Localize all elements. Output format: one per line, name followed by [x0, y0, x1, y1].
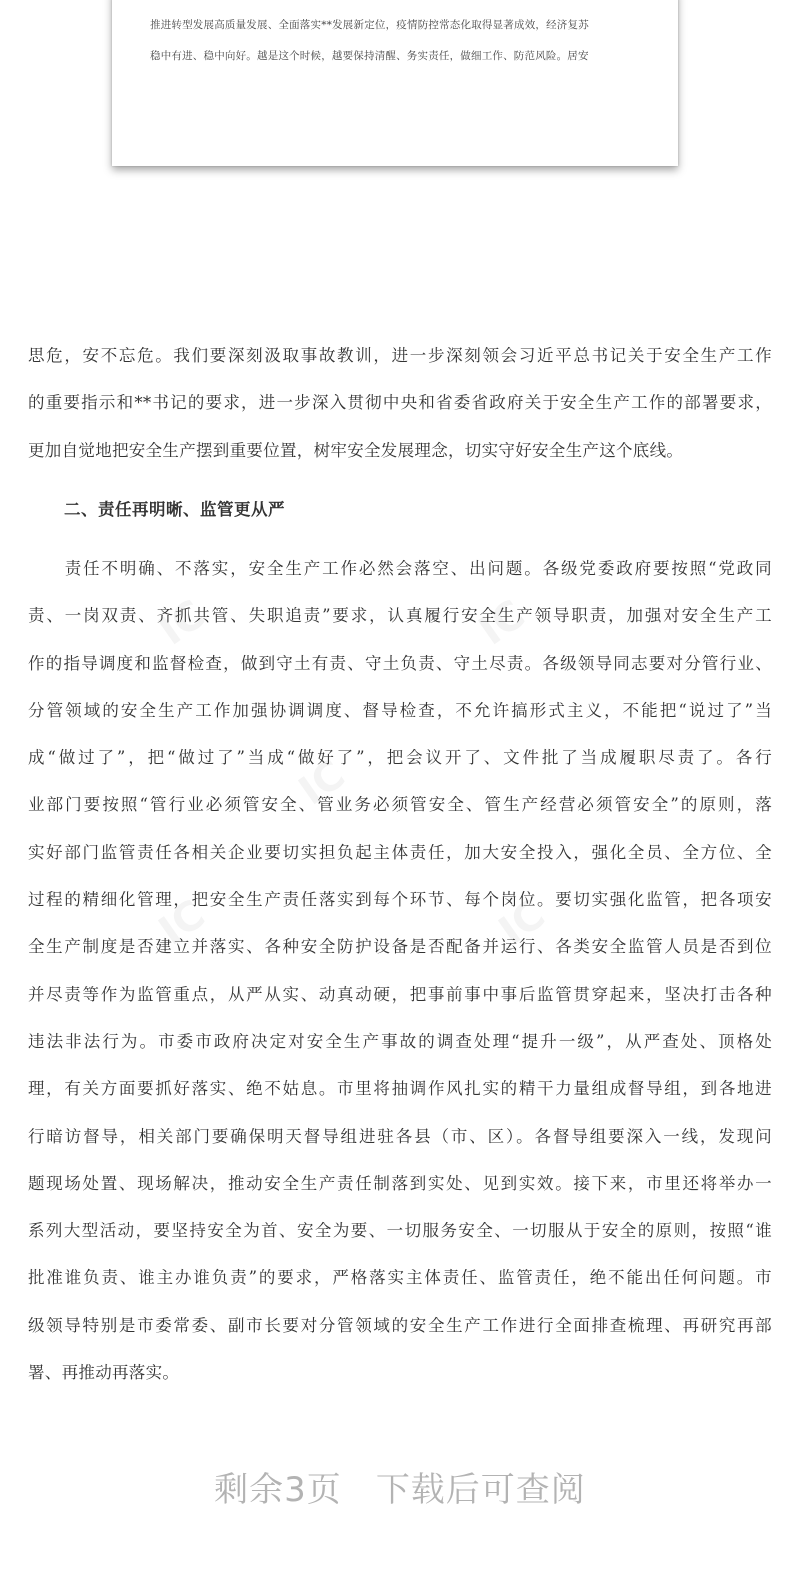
text-line: 系列大型活动，要坚持安全为首、安全为要、一切服务安全、一切服从于安全的原则，按照“谁: [28, 1221, 772, 1241]
text-line: 作的指导调度和监督检查，做到守土有责、守土负责、守土尽责。各级领导同志要对分管行业、: [28, 653, 772, 673]
text-line: 成“做过了”，把“做过了”当成“做好了”，把会议开了、文件批了当成履职尽责了。各行: [28, 748, 772, 768]
text-line: 行暗访督导，相关部门要确保明天督导组进驻各县（市、区）。各督导组要深入一线，发现问: [28, 1126, 772, 1146]
text-line: 题现场处置、现场解决，推动安全生产责任制落到实处、见到实效。接下来，市里还将举办一: [28, 1173, 772, 1193]
paragraph: [28, 545, 772, 1396]
text-line: 实好部门监管责任各相关企业要切实担负起主体责任，加大安全投入，强化全员、全方位、全: [28, 842, 772, 862]
preview-text-line: 稳中有进、稳中向好。越是这个时候，越要保持清醒、务实责任，做细工作、防范风险。居安: [150, 50, 589, 62]
text-line: 责、一岗双责、齐抓共管、失职追责”要求，认真履行安全生产领导职责，加强对安全生产工: [28, 606, 772, 626]
text-line: 并尽责等作为监管重点，从严从实、动真动硬，把事前事中事后监管贯穿起来，坚决打击各种: [28, 984, 772, 1004]
paragraph: [28, 332, 772, 474]
text-line: 的重要指示和**书记的要求，进一步深入贯彻中央和省委省政府关于安全生产工作的部署要求，: [28, 393, 772, 413]
preview-text-line: 推进转型发展高质量发展、全面落实**发展新定位，疫情防控常态化取得显著成效，经济复苏: [150, 19, 589, 31]
text-line: 更加自觉地把安全生产摆到重要位置，树牢安全发展理念，切实守好安全生产这个底线。: [28, 440, 684, 460]
text-line: 分管领域的安全生产工作加强协调调度、督导检查，不允许搞形式主义，不能把“说过了”当: [28, 700, 772, 720]
text-line: 级领导特别是市委常委、副市长要对分管领域的安全生产工作进行全面排查梳理、再研究再部: [28, 1315, 772, 1335]
text-line: 思危，安不忘危。我们要深刻汲取事故教训，进一步深刻领会习近平总书记关于安全生产工作: [28, 346, 772, 365]
text-line: 批准谁负责、谁主办谁负责”的要求，严格落实主体责任、监管责任，绝不能出任何问题。市: [28, 1268, 772, 1288]
remaining-pages-label: 剩余3页: [214, 1470, 342, 1510]
document-body: [28, 332, 772, 474]
document-preview-page: [112, 0, 678, 166]
text-line: 违法非法行为。市委市政府决定对安全生产事故的调查处理“提升一级”，从严查处、顶格处: [28, 1031, 772, 1051]
document-body: [28, 545, 772, 1396]
text-line: 全生产制度是否建立并落实、各种安全防护设备是否配备并运行、各类安全监管人员是否到位: [28, 937, 772, 957]
download-to-view-label: 下载后可查阅: [375, 1470, 586, 1510]
section-heading: 二、责任再明晰、监管更从严: [64, 500, 285, 519]
text-line: 责任不明确、不落实，安全生产工作必然会落空、出问题。各级党委政府要按照“党政同: [28, 559, 772, 578]
text-line: 业部门要按照“管行业必须管安全、管业务必须管安全、管生产经营必须管安全”的原则，落: [28, 795, 772, 815]
text-line: 署、再推动再落实。: [28, 1363, 180, 1383]
text-line: 过程的精细化管理，把安全生产责任落实到每个环节、每个岗位。要切实强化监管，把各项安: [28, 890, 772, 910]
remaining-pages-notice[interactable]: [0, 1462, 800, 1511]
text-line: 理，有关方面要抓好落实、绝不姑息。市里将抽调作风扎实的精干力量组成督导组，到各地进: [28, 1079, 772, 1099]
